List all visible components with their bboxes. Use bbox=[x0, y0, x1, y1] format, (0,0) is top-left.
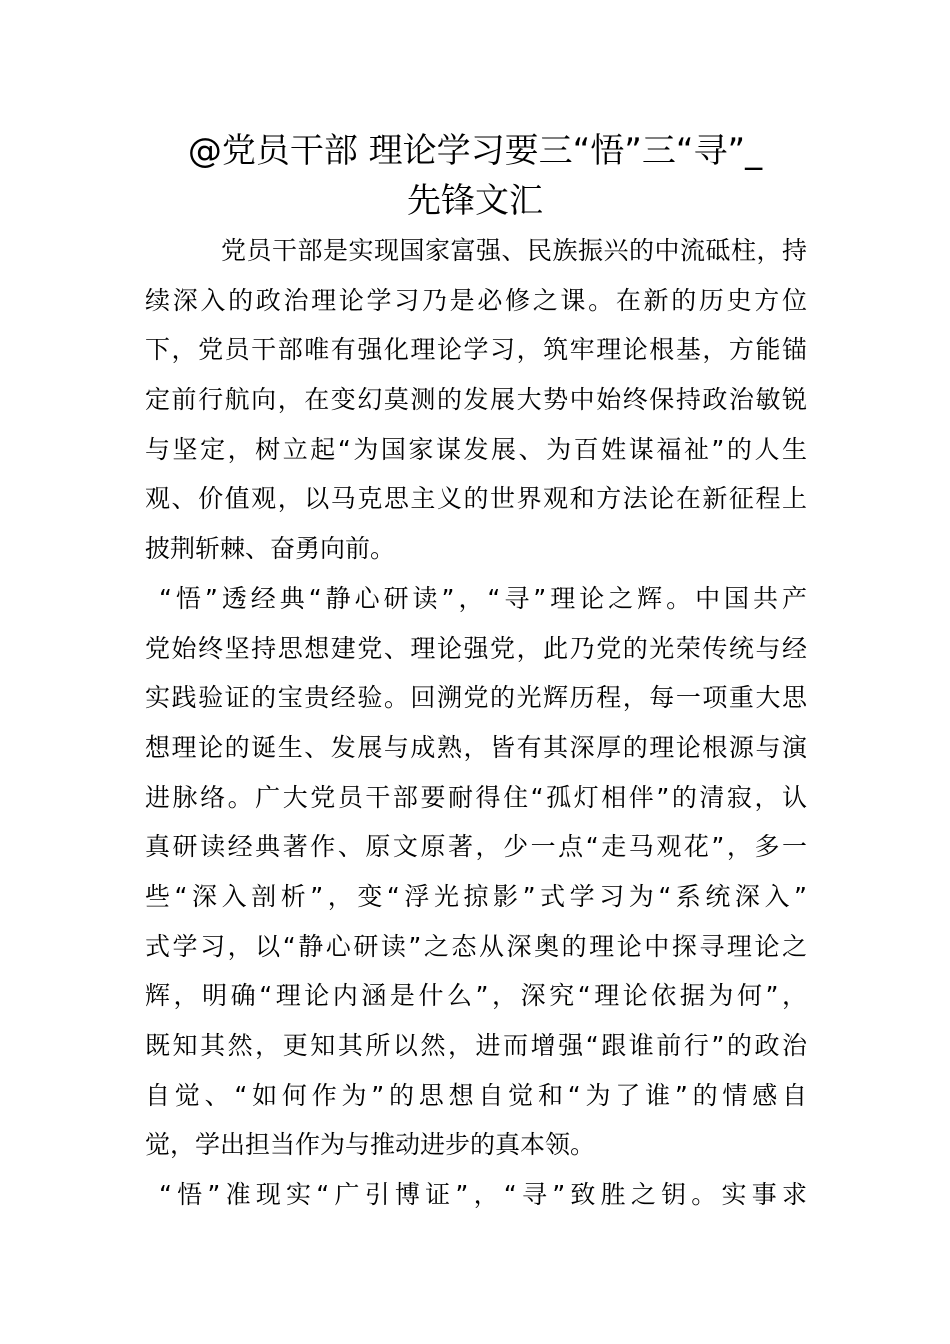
paragraph-line: 续深入的政治理论学习乃是必修之课。在新的历史方位 bbox=[145, 285, 807, 315]
paragraph-2 bbox=[145, 574, 807, 1170]
paragraph-line: 党始终坚持思想建党、理论强党，此乃党的光荣传统与经 bbox=[145, 633, 807, 663]
title-line-2: 先锋文汇 bbox=[407, 181, 543, 221]
paragraph-1 bbox=[145, 226, 807, 574]
paragraph-3 bbox=[145, 1170, 807, 1220]
paragraph-line: 想理论的诞生、发展与成熟，皆有其深厚的理论根源与演 bbox=[145, 732, 807, 762]
paragraph-line: 辉，明确“理论内涵是什么”，深究“理论依据为何”， bbox=[145, 981, 807, 1011]
paragraph-line: 实践验证的宝贵经验。回溯党的光辉历程，每一项重大思 bbox=[145, 683, 807, 713]
paragraph-line: 些“深入剖析”，变“浮光掠影”式学习为“系统深入” bbox=[145, 881, 807, 911]
paragraph-line: 进脉络。广大党员干部要耐得住“孤灯相伴”的清寂，认 bbox=[145, 782, 807, 812]
paragraph-line: 既知其然，更知其所以然，进而增强“跟谁前行”的政治 bbox=[145, 1031, 807, 1060]
document-body bbox=[145, 226, 807, 1220]
paragraph-line: “悟”透经典“静心研读”，“寻”理论之辉。中国共产 bbox=[159, 583, 807, 613]
paragraph-line: 与坚定，树立起“为国家谋发展、为百姓谋福祉”的人生 bbox=[145, 434, 807, 464]
paragraph-line: 党员干部是实现国家富强、民族振兴的中流砥柱，持 bbox=[221, 236, 807, 265]
paragraph-line: 觉，学出担当作为与推动进步的真本领。 bbox=[145, 1130, 596, 1160]
document-title bbox=[140, 126, 810, 226]
paragraph-line: 观、价值观，以马克思主义的世界观和方法论在新征程上 bbox=[145, 484, 807, 514]
paragraph-line: “悟”准现实“广引博证”，“寻”致胜之钥。实事求 bbox=[159, 1180, 807, 1210]
paragraph-line: 真研读经典著作、原文原著，少一点“走马观花”，多一 bbox=[145, 832, 807, 862]
title-line-1: @党员干部 理论学习要三“悟”三“寻”_ bbox=[187, 131, 763, 171]
paragraph-line: 定前行航向，在变幻莫测的发展大势中始终保持政治敏锐 bbox=[145, 385, 807, 415]
paragraph-line: 下，党员干部唯有强化理论学习，筑牢理论根基，方能锚 bbox=[145, 335, 807, 365]
paragraph-line: 披荆斩棘、奋勇向前。 bbox=[145, 534, 396, 564]
paragraph-line: 式学习，以“静心研读”之态从深奥的理论中探寻理论之 bbox=[145, 931, 807, 961]
paragraph-line: 自觉、“如何作为”的思想自觉和“为了谁”的情感自 bbox=[145, 1080, 807, 1110]
